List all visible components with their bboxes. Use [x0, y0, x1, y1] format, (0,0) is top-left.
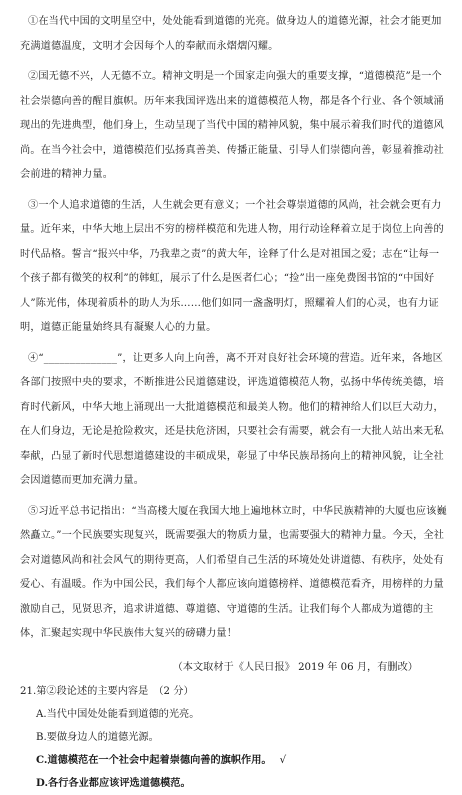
paragraph-2: ②国无德不兴，人无德不立。精神文明是一个国家走向强大的重要支撑，“道德模范”是一个社会崇德向善的醒目旗帜。历年来我国评选出来的道德模范人物，都是各个行业、各个领域涌现出的先进典型，他们身上，生动呈现了当代中国的精神风貌，集中展示着我们时代的道德风尚。在当今社会中，道德模范们弘扬真善美、传播正能量、引导人们崇德向善，彰显着推动社会前进的精神力量。: [20, 71, 444, 180]
option-c[interactable]: C.道德模范在一个社会中起着崇德向善的旗帜作用。 √: [36, 753, 287, 766]
option-b[interactable]: B.要做身边人的道德光源。: [36, 731, 159, 743]
option-d[interactable]: D.各行各业都应该评选道德模范。: [36, 776, 191, 789]
question-stem: 21.第②段论述的主要内容是 （2 分）: [20, 685, 194, 697]
paragraph-5: ⑤习近平总书记指出：“当高楼大厦在我国大地上遍地林立时，中华民族精神的大厦也应该巍然矗立。”一个民族要实现复兴，既需要强大的物质力量，也需要强大的精神力量。今天，全社会对道德风尚和社会风气的期待更高，人们希望自己生活的环境处处讲道德、有秩序，处处有爱心、有温暖。作为中国公民，我们每个人都应该向道德榜样、道德模范看齐，用榜样的力量激励自己，见贤思齐，追求讲道德、尊道德、守道德的生活。让我们每个人都成为道德的主体，汇聚起实现中华民族伟大复兴的磅礴力量！: [20, 505, 447, 639]
paragraph-4: ④“______________”，让更多人向上向善，离不开对良好社会环境的营造。近年来，各地区各部门按照中央的要求，不断推进公民道德建设，评选道德模范人物，弘扬中华传统美德，培育时代新风，中华大地上涌现出一大批道德模范和最美人物。他们的精神给人们以巨大动力，在人们身边，无论是抢险救灾，还是扶危济困，只要社会有需要，就会有一大批人站出来无私奉献，凸显了新时代思想道德建设的丰硕成果，彰显了中华民族昂扬向上的精神风貌，让全社会因道德而更加充满力量。: [20, 352, 444, 486]
paragraph-1: ①在当代中国的文明星空中，处处能看到道德的光亮。做身边人的道德光源，社会才能更加充满道德温度，文明才会因每个人的奉献而永熠熠闪耀。: [20, 16, 442, 52]
option-a[interactable]: A.当代中国处处能看到道德的光亮。: [36, 708, 200, 720]
source-citation: （本文取材于《人民日报》 2019 年 06 月，有删改）: [172, 661, 418, 673]
paragraph-3: ③一个人追求道德的生活，人生就会更有意义；一个社会尊崇道德的风尚，社会就会更有力量。近年来，中华大地上层出不穷的榜样模范和先进人物，用行动诠释着立足于岗位上向善的时代品格。誓言“报兴中华，乃我辈之责”的黄大年，诠释了什么是对祖国之爱；志在“让每一个孩子都有微笑的权利”的韩虹，展示了什么是医者仁心；“捡”出一座免费图书馆的“中国好人”陈光伟，体现着质朴的助人为乐……他们如同一盏盏明灯，照耀着人们的心灵，也有力证明，道德正能量始终具有凝聚人心的力量。: [20, 199, 444, 333]
check-mark-icon: √: [279, 754, 287, 766]
